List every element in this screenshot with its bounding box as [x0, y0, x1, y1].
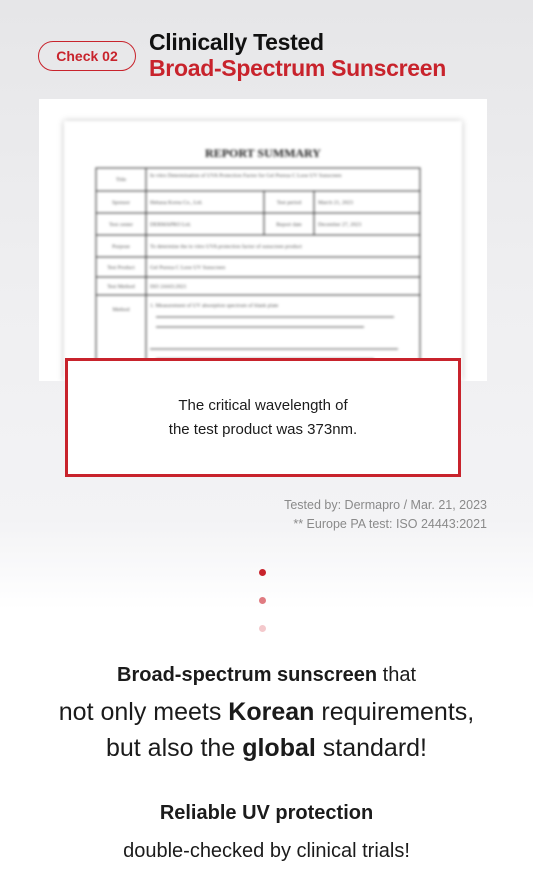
svg-text:March 21, 2023: March 21, 2023 [318, 200, 353, 206]
progress-dot-3 [259, 625, 266, 632]
svg-text:ISO 24443:2021: ISO 24443:2021 [150, 284, 187, 290]
claim-line-3: but also the global standard! [105, 734, 427, 762]
svg-text:Hehaua Korea Co., Ltd.: Hehaua Korea Co., Ltd. [150, 200, 203, 206]
report-table [64, 121, 462, 381]
callout-line1: The critical wavelength of [178, 396, 348, 414]
report-summary-image [64, 121, 462, 381]
svg-text:DERMAPRO Ltd.: DERMAPRO Ltd. [150, 222, 191, 228]
callout-line2: the test product was 373nm. [168, 420, 358, 438]
svg-text:In vitro Determination of UVA: In vitro Determination of UVA Protection Factor for Gel Pureza C Luxe UV Sunscreen [150, 173, 342, 179]
progress-dot-2 [259, 597, 266, 604]
double-checked-line: double-checked by clinical trials! [123, 840, 410, 862]
svg-text:To determine the in vitro UVA: To determine the in vitro UVA protection factor of sunscreen product [150, 244, 302, 250]
svg-text:Test Method: Test Method [107, 284, 135, 290]
svg-text:Title: Title [115, 177, 127, 183]
svg-text:Test period: Test period [276, 200, 302, 206]
report-document-card [39, 99, 487, 381]
claim-line-2: not only meets Korean requirements, [58, 698, 475, 726]
svg-text:Gel Pureza C Luxe UV Sunscreen: Gel Pureza C Luxe UV Sunscreen [150, 265, 226, 271]
svg-text:December 27, 2023: December 27, 2023 [318, 222, 362, 228]
svg-text:Method: Method [112, 307, 130, 313]
tested-by-note: Tested by: Dermapro / Mar. 21, 2023 [284, 498, 487, 512]
claim-line-1: Broad-spectrum sunscreen that [117, 664, 416, 686]
svg-text:Test center: Test center [109, 222, 133, 228]
critical-wavelength-callout [65, 358, 461, 477]
check-badge: Check 02 [38, 41, 136, 71]
europe-test-note: ** Europe PA test: ISO 24443:2021 [293, 517, 487, 531]
headline-line1: Clinically Tested [149, 29, 324, 55]
svg-text:Report date: Report date [276, 222, 302, 228]
svg-text:Sponsor: Sponsor [111, 200, 131, 206]
headline-line2: Broad-Spectrum Sunscreen [149, 55, 446, 81]
svg-text:Test Product: Test Product [107, 265, 135, 271]
report-heading: REPORT SUMMARY [205, 146, 321, 160]
progress-dot-1 [259, 569, 266, 576]
svg-text:1. Measurement of UV absorptio: 1. Measurement of UV absorption spectrum of blank plate [150, 303, 279, 309]
svg-text:Purpose: Purpose [112, 244, 130, 250]
reliable-protection-heading: Reliable UV protection [159, 802, 374, 824]
